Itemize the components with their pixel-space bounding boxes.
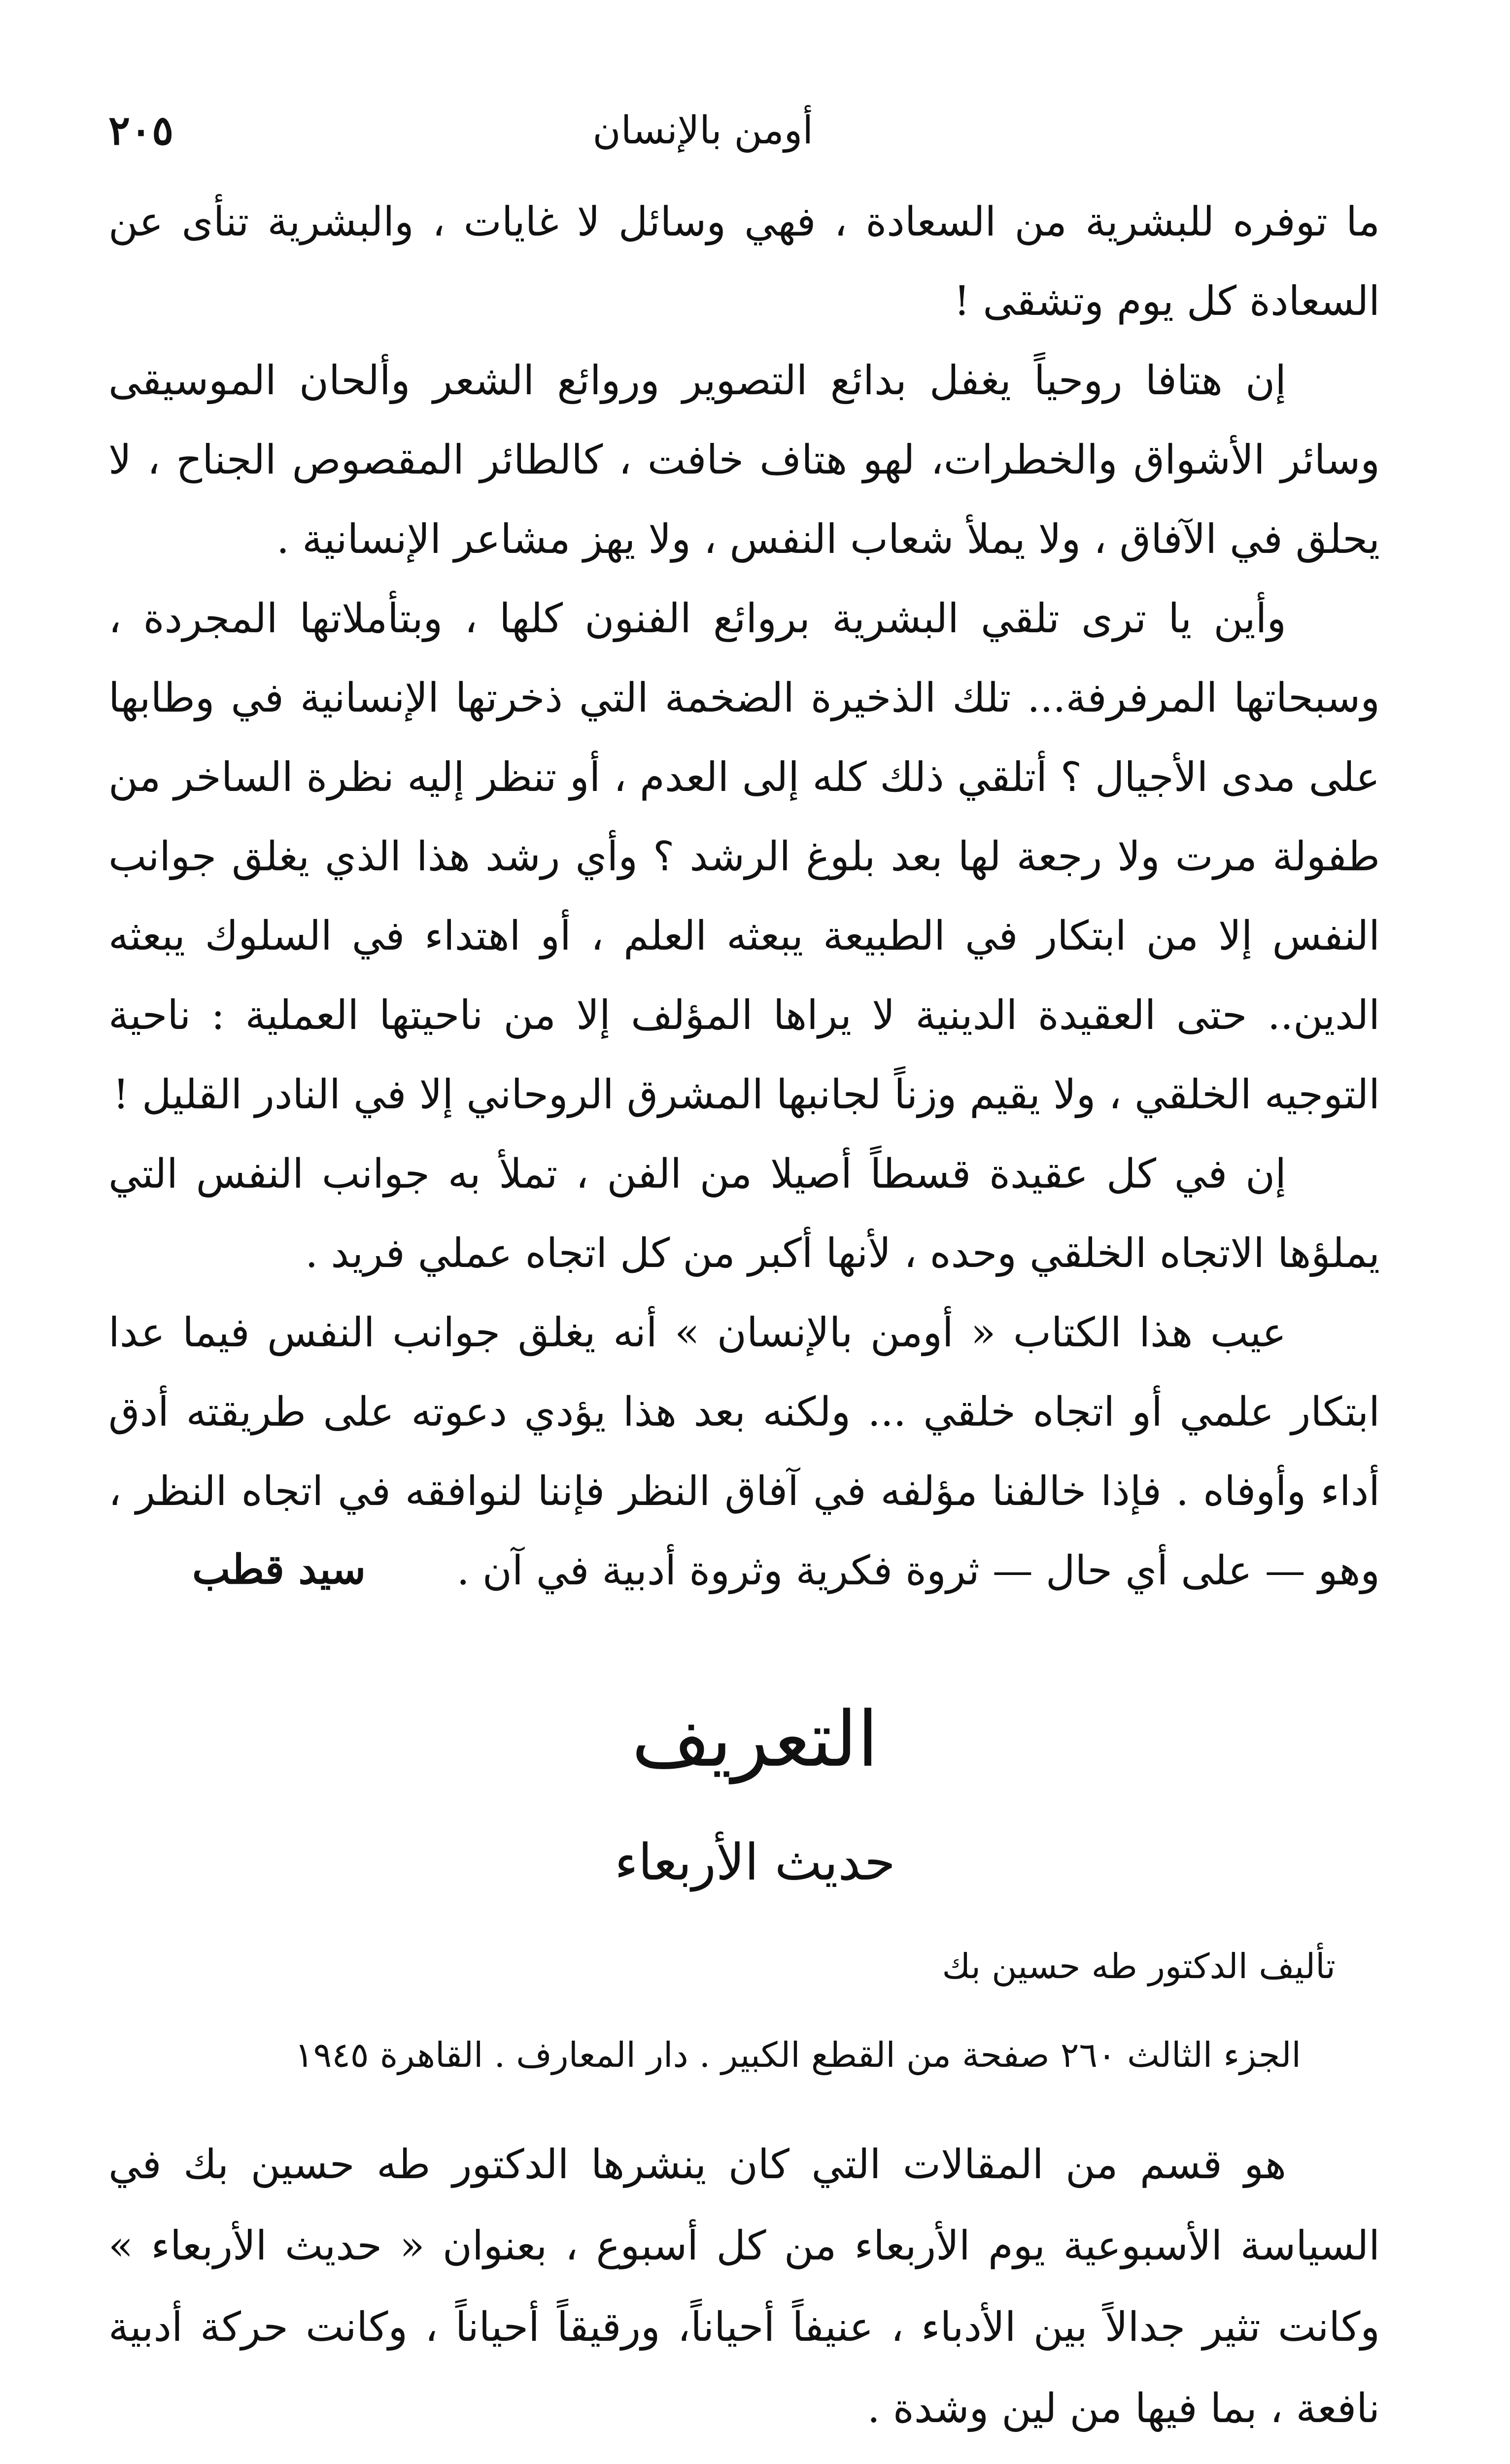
review-paragraph: ما توفره للبشرية من السعادة ، فهي وسائل لا غايات ، والبشرية تنأى عن السعادة كل يوم وتشقى ! xyxy=(108,199,1380,325)
publication-line: الجزء الثالث ٢٦٠ صفحة من القطع الكبير . دار المعارف . القاهرة ١٩٤٥ xyxy=(295,2035,1301,2075)
review-signature: سيد قطب xyxy=(192,1546,366,1593)
review-paragraph: وأين يا ترى تلقي البشرية بروائع الفنون كلها ، وبتأملاتها المجردة ، وسبحاتها المرفرفة... تلك الذخيرة الضخمة التي ذخرتها الإنسانية في وطابها على مدى الأجيال ؟ أتلقي ذلك كله إلى العدم ، أو تنظر إليه نظرة الساخر من طفولة مرت ولا رجعة لها بعد بلوغ الرشد ؟ وأي رشد هذا الذي يغلق جوانب النفس إلا من ابتكار في الطبيعة يبعثه العلم ، أو اهتداء في السلوك يبعثه الدين.. حتى العقيدة الدينية لا يراها المؤلف إلا من ناحيتها العملية : ناحية التوجيه الخلقي ، ولا يقيم وزناً لجانبها المشرق الروحاني إلا في النادر القليل ! xyxy=(108,595,1380,1118)
book-description xyxy=(108,2124,1380,2449)
section-heading: التعريف xyxy=(631,1695,879,1784)
book-title: حديث الأربعاء xyxy=(615,1833,895,1892)
review-paragraph: إن هتافا روحياً يغفل بدائع التصوير وروائع الشعر وألحان الموسيقى وسائر الأشواق والخطرات، لهو هتاف خافت ، كالطائر المقصوص الجناح ، لا يحلق في الآفاق ، ولا يملأ شعاب النفس ، ولا يهز مشاعر الإنسانية . xyxy=(108,357,1380,563)
author-line: تأليف الدكتور طه حسين بك xyxy=(942,1946,1336,1986)
page-number: ٢٠٥ xyxy=(108,107,174,154)
review-paragraph: إن في كل عقيدة قسطاً أصيلا من الفن ، تملأ به جوانب النفس التي يملؤها الاتجاه الخلقي وحده ، لأنها أكبر من كل اتجاه عملي فريد . xyxy=(108,1151,1380,1277)
running-title: أومن بالإنسان xyxy=(592,108,813,153)
page-header xyxy=(108,94,1370,168)
description-paragraph: هو قسم من المقالات التي كان ينشرها الدكتور طه حسين بك في السياسة الأسبوعية يوم الأربعاء من كل أسبوع ، بعنوان « حديث الأربعاء » وكانت تثير جدالاً بين الأدباء ، عنيفاً أحياناً، ورقيقاً أحياناً ، وكانت حركة أدبية نافعة ، بما فيها من لين وشدة . xyxy=(108,2141,1380,2432)
review-paragraph: عيب هذا الكتاب « أومن بالإنسان » أنه يغلق جوانب النفس فيما عدا ابتكار علمي أو اتجاه خلقي ... ولكنه بعد هذا يؤدي دعوته على طريقته أدق أداء وأوفاه . فإذا خالفنا مؤلفه في آفاق النظر فإننا لنوافقه في اتجاه النظر ، وهو — على أي حال — ثروة فكرية وثروة أدبية في آن . xyxy=(108,1309,1380,1594)
review-body xyxy=(108,182,1380,1610)
